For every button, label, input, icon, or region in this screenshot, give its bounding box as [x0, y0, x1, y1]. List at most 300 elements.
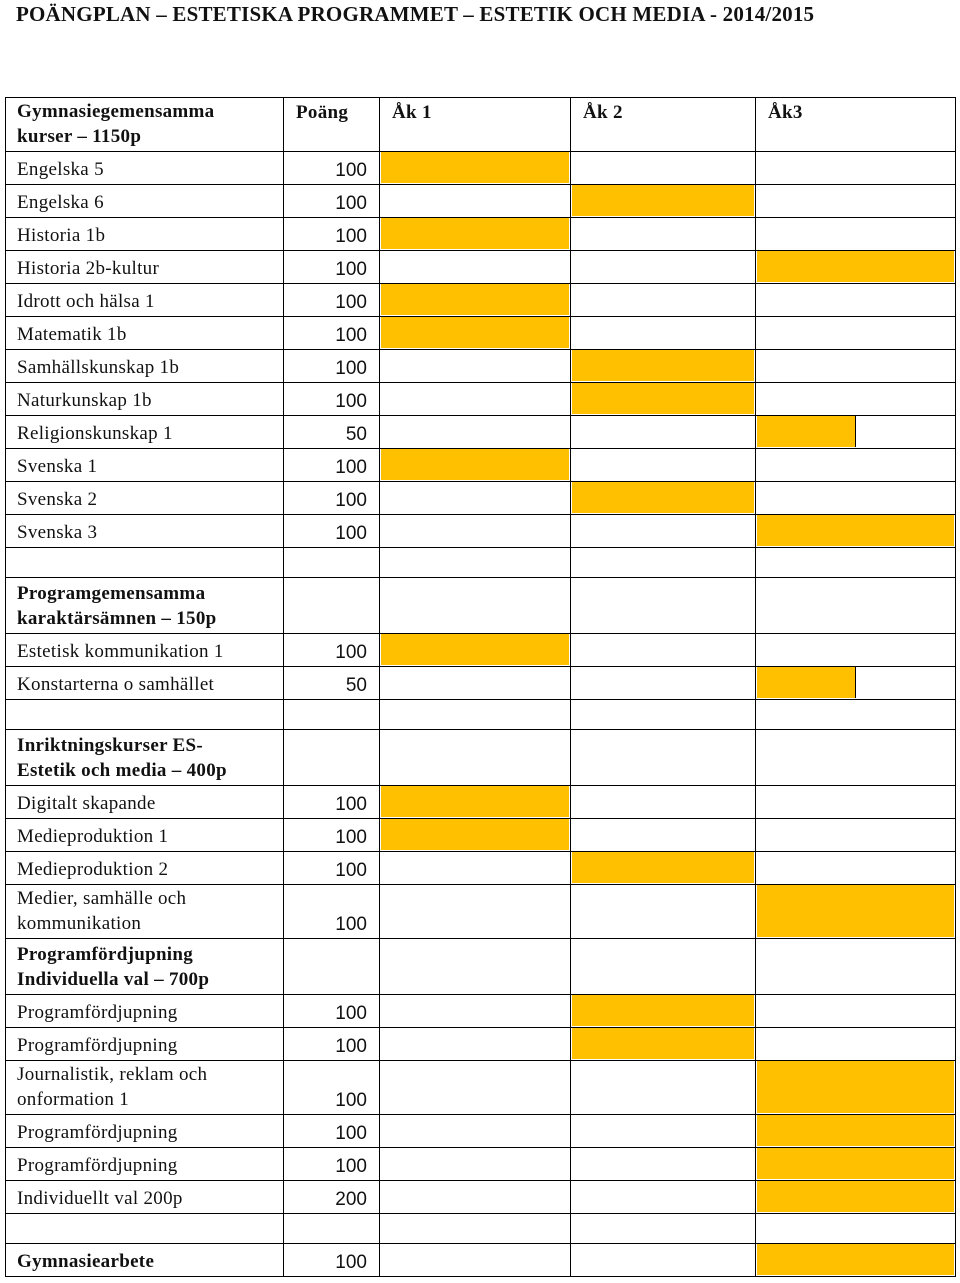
- points-cell: [283, 217, 379, 250]
- course-name: [17, 454, 97, 479]
- year1-cell: [379, 217, 570, 250]
- table-row: [5, 184, 956, 217]
- table-row: [5, 316, 956, 349]
- year1-cell: [379, 1243, 570, 1276]
- course-cell: [5, 666, 283, 699]
- year1-cell: [379, 1180, 570, 1213]
- spacer-row: [5, 699, 956, 729]
- section-title-line: Individuella val – 700p: [17, 969, 210, 990]
- course-cell: [5, 415, 283, 448]
- course-cell: [5, 884, 283, 938]
- year1-cell: [379, 1027, 570, 1060]
- course-name-line: Konstarterna o samhället: [17, 674, 215, 695]
- points-cell: [283, 577, 379, 633]
- year3-cell: [755, 1114, 956, 1147]
- year3-cell: [755, 448, 956, 481]
- column-header-points: Poäng: [296, 102, 349, 123]
- course-name-line: Programfördjupning: [17, 1002, 178, 1023]
- course-cell: [5, 514, 283, 547]
- course-points: 100: [335, 193, 367, 214]
- year2-cell: [570, 448, 755, 481]
- section-title-line: kurser – 1150p: [17, 126, 142, 147]
- table-row: [5, 415, 956, 448]
- course-cell: [5, 316, 283, 349]
- year-marker-fill: [572, 1028, 754, 1059]
- course-points: 200: [335, 1189, 367, 1210]
- year3-cell: [755, 481, 956, 514]
- year3-cell: [755, 851, 956, 884]
- year3-cell: [755, 1243, 956, 1276]
- section-header-row: [5, 938, 956, 994]
- year-marker-fill: [757, 885, 954, 937]
- course-cell: [5, 349, 283, 382]
- course-cell: [5, 1213, 283, 1243]
- year1-cell: [379, 1060, 570, 1114]
- course-name: [17, 256, 159, 281]
- course-name: [17, 857, 168, 882]
- page-title: POÄNGPLAN – ESTETISKA PROGRAMMET – ESTETIK OCH MEDIA - 2014/2015: [16, 2, 815, 26]
- course-name-line: Svenska 2: [17, 489, 98, 510]
- year3-cell: [755, 547, 956, 577]
- course-name-line: Gymnasiearbete: [17, 1251, 155, 1272]
- course-name-line: Naturkunskap 1b: [17, 390, 152, 411]
- year-marker-fill: [757, 515, 954, 546]
- year3-cell: [755, 349, 956, 382]
- course-points: 100: [335, 160, 367, 181]
- points-cell: [283, 884, 379, 938]
- year1-cell: [379, 851, 570, 884]
- course-points: 100: [335, 391, 367, 412]
- year3-cell: [755, 938, 956, 994]
- points-cell: [283, 994, 379, 1027]
- year1-cell: [379, 666, 570, 699]
- year-marker-fill: [381, 786, 569, 817]
- points-cell: [283, 316, 379, 349]
- table-row: [5, 884, 956, 938]
- year3-cell: [755, 785, 956, 818]
- course-points: 100: [335, 490, 367, 511]
- course-cell: [5, 151, 283, 184]
- year-marker-fill: [757, 1244, 954, 1275]
- table-row: [5, 151, 956, 184]
- course-name-line: Programfördjupning: [17, 1035, 178, 1056]
- year1-cell: [379, 151, 570, 184]
- course-cell: [5, 785, 283, 818]
- year3-cell: [755, 415, 956, 448]
- year1-cell: [379, 97, 570, 151]
- year-marker-fill: [381, 317, 569, 348]
- course-name: [17, 1186, 183, 1211]
- table-row: [5, 283, 956, 316]
- course-points: 50: [345, 424, 367, 445]
- table-row: [5, 785, 956, 818]
- course-name: [17, 1153, 178, 1178]
- course-points: 100: [335, 226, 367, 247]
- points-cell: [283, 729, 379, 785]
- year3-cell: [755, 217, 956, 250]
- table-row: [5, 1243, 956, 1276]
- year2-cell: [570, 729, 755, 785]
- table-row: [5, 1147, 956, 1180]
- year3-cell: [755, 633, 956, 666]
- section-title: [17, 99, 215, 149]
- course-cell: [5, 448, 283, 481]
- course-cell: [5, 1060, 283, 1114]
- course-cell: [5, 250, 283, 283]
- year-marker-fill: [757, 1061, 954, 1113]
- points-cell: [283, 151, 379, 184]
- course-name: [17, 289, 155, 314]
- year3-cell: [755, 994, 956, 1027]
- table-row: [5, 851, 956, 884]
- course-points: 100: [335, 860, 367, 881]
- table-row: [5, 382, 956, 415]
- points-cell: [283, 1114, 379, 1147]
- course-cell: [5, 184, 283, 217]
- year1-cell: [379, 994, 570, 1027]
- year3-cell: [755, 184, 956, 217]
- year2-cell: [570, 1243, 755, 1276]
- course-name-line: onformation 1: [17, 1089, 130, 1110]
- course-name: [17, 223, 105, 248]
- section-title: [17, 942, 209, 992]
- year2-cell: [570, 481, 755, 514]
- year1-cell: [379, 699, 570, 729]
- course-cell: [5, 699, 283, 729]
- year3-cell: [755, 577, 956, 633]
- year2-cell: [570, 851, 755, 884]
- table-row: [5, 514, 956, 547]
- course-name-line: Medieproduktion 1: [17, 826, 169, 847]
- year3-cell: [755, 382, 956, 415]
- year3-cell: [755, 1147, 956, 1180]
- year3-cell: [755, 1213, 956, 1243]
- course-cell: [5, 382, 283, 415]
- section-header-row: [5, 729, 956, 785]
- table-row: [5, 349, 956, 382]
- course-points: 100: [335, 1090, 367, 1111]
- table-row: [5, 1114, 956, 1147]
- year2-cell: [570, 316, 755, 349]
- course-name: [17, 190, 104, 215]
- points-cell: [283, 818, 379, 851]
- points-cell: [283, 633, 379, 666]
- course-cell: [5, 1147, 283, 1180]
- year-marker-fill: [572, 350, 754, 381]
- course-name: [17, 1062, 207, 1112]
- table-row: [5, 1027, 956, 1060]
- course-cell: [5, 1180, 283, 1213]
- year2-cell: [570, 1213, 755, 1243]
- course-cell: [5, 283, 283, 316]
- year1-cell: [379, 1114, 570, 1147]
- year2-cell: [570, 1147, 755, 1180]
- spacer-row: [5, 1213, 956, 1243]
- row-divider: [5, 1276, 956, 1277]
- year-marker-fill: [757, 667, 856, 698]
- course-name: [17, 1249, 154, 1274]
- year1-cell: [379, 1147, 570, 1180]
- year2-cell: [570, 699, 755, 729]
- course-points: 100: [335, 523, 367, 544]
- column-header-year1: Åk 1: [392, 102, 432, 123]
- table-row: [5, 481, 956, 514]
- points-cell: [283, 184, 379, 217]
- year2-cell: [570, 884, 755, 938]
- year3-cell: [755, 729, 956, 785]
- section-title-line: karaktärsämnen – 150p: [17, 608, 217, 629]
- course-cell: [5, 481, 283, 514]
- year1-cell: [379, 250, 570, 283]
- year-marker-fill: [572, 185, 754, 216]
- year-marker-fill: [572, 995, 754, 1026]
- points-cell: [283, 1180, 379, 1213]
- section-title: [17, 581, 216, 631]
- course-name-line: Digitalt skapande: [17, 793, 156, 814]
- points-cell: [283, 785, 379, 818]
- year1-cell: [379, 382, 570, 415]
- points-cell: [283, 666, 379, 699]
- course-name: [17, 639, 224, 664]
- year-marker-fill: [381, 449, 569, 480]
- section-title-line: Programfördjupning: [17, 944, 194, 965]
- points-cell: [283, 415, 379, 448]
- course-name: [17, 824, 168, 849]
- year2-cell: [570, 1027, 755, 1060]
- year3-cell: [755, 514, 956, 547]
- course-name-line: Svenska 1: [17, 456, 98, 477]
- column-header-year2: Åk 2: [583, 102, 623, 123]
- course-name: [17, 421, 173, 446]
- year1-cell: [379, 316, 570, 349]
- year1-cell: [379, 577, 570, 633]
- course-points: 100: [335, 827, 367, 848]
- year1-cell: [379, 729, 570, 785]
- year3-cell: [755, 818, 956, 851]
- year-marker-fill: [572, 482, 754, 513]
- course-name-line: Programfördjupning: [17, 1122, 178, 1143]
- year2-cell: [570, 938, 755, 994]
- year1-cell: [379, 547, 570, 577]
- year2-cell: [570, 1060, 755, 1114]
- course-name-line: Historia 2b-kultur: [17, 258, 160, 279]
- year1-cell: [379, 415, 570, 448]
- course-name: [17, 672, 214, 697]
- year1-cell: [379, 785, 570, 818]
- course-points: 100: [335, 1003, 367, 1024]
- year2-cell: [570, 818, 755, 851]
- course-name-line: kommunikation: [17, 913, 142, 934]
- year1-cell: [379, 283, 570, 316]
- section-title: [17, 733, 227, 783]
- course-name-line: Medieproduktion 2: [17, 859, 169, 880]
- year2-cell: [570, 666, 755, 699]
- year3-cell: [755, 884, 956, 938]
- year1-cell: [379, 818, 570, 851]
- points-cell: [283, 1213, 379, 1243]
- year-marker-fill: [572, 852, 754, 883]
- year2-cell: [570, 577, 755, 633]
- points-cell: [283, 699, 379, 729]
- year2-cell: [570, 994, 755, 1027]
- points-cell: [283, 1243, 379, 1276]
- year1-cell: [379, 938, 570, 994]
- year-marker-fill: [572, 383, 754, 414]
- year1-cell: [379, 184, 570, 217]
- year2-cell: [570, 97, 755, 151]
- year2-cell: [570, 514, 755, 547]
- points-cell: [283, 1060, 379, 1114]
- year-marker-fill: [381, 152, 569, 183]
- year2-cell: [570, 785, 755, 818]
- points-cell: [283, 283, 379, 316]
- year2-cell: [570, 633, 755, 666]
- course-cell: [5, 729, 283, 785]
- year2-cell: [570, 1114, 755, 1147]
- course-name-line: Svenska 3: [17, 522, 98, 543]
- year2-cell: [570, 382, 755, 415]
- course-cell: [5, 1114, 283, 1147]
- course-name-line: Individuellt val 200p: [17, 1188, 183, 1209]
- course-points: 100: [335, 1252, 367, 1273]
- points-cell: [283, 97, 379, 151]
- year2-cell: [570, 217, 755, 250]
- course-points: 100: [335, 457, 367, 478]
- year3-cell: [755, 1180, 956, 1213]
- course-name-line: Programfördjupning: [17, 1155, 178, 1176]
- year1-cell: [379, 884, 570, 938]
- year3-cell: [755, 1060, 956, 1114]
- course-cell: [5, 217, 283, 250]
- table-row: [5, 1180, 956, 1213]
- year3-cell: [755, 250, 956, 283]
- table-row: [5, 448, 956, 481]
- table-row: [5, 250, 956, 283]
- year2-cell: [570, 1180, 755, 1213]
- course-name: [17, 1033, 178, 1058]
- course-points: 100: [335, 1123, 367, 1144]
- year1-cell: [379, 633, 570, 666]
- section-title-line: Programgemensamma: [17, 583, 206, 604]
- year-marker-fill: [381, 819, 569, 850]
- course-points: 100: [335, 292, 367, 313]
- points-cell: [283, 481, 379, 514]
- table-row: [5, 818, 956, 851]
- points-cell: [283, 851, 379, 884]
- year3-cell: [755, 97, 956, 151]
- section-title-line: Estetik och media – 400p: [17, 760, 227, 781]
- course-name: [17, 1120, 178, 1145]
- course-points: 100: [335, 1036, 367, 1057]
- section-header-row: [5, 97, 956, 151]
- course-name: [17, 388, 152, 413]
- year2-cell: [570, 250, 755, 283]
- course-name-line: Estetisk kommunikation 1: [17, 641, 224, 662]
- course-name-line: Historia 1b: [17, 225, 106, 246]
- course-name: [17, 157, 104, 182]
- column-header-year3: Åk3: [768, 102, 803, 123]
- year3-cell: [755, 699, 956, 729]
- points-cell: [283, 382, 379, 415]
- points-cell: [283, 547, 379, 577]
- course-points: 100: [335, 259, 367, 280]
- course-name-line: Engelska 5: [17, 159, 104, 180]
- course-name-line: Engelska 6: [17, 192, 104, 213]
- course-cell: [5, 1243, 283, 1276]
- year2-cell: [570, 349, 755, 382]
- course-points: 100: [335, 642, 367, 663]
- year-marker-fill: [757, 1115, 954, 1146]
- spacer-row: [5, 547, 956, 577]
- course-name: [17, 322, 127, 347]
- course-cell: [5, 1027, 283, 1060]
- course-points: 100: [335, 794, 367, 815]
- section-header-row: [5, 577, 956, 633]
- points-cell: [283, 1027, 379, 1060]
- course-name: [17, 886, 186, 936]
- table-row: [5, 1060, 956, 1114]
- year2-cell: [570, 415, 755, 448]
- points-cell: [283, 938, 379, 994]
- course-name-line: Idrott och hälsa 1: [17, 291, 155, 312]
- course-cell: [5, 938, 283, 994]
- course-name-line: Samhällskunskap 1b: [17, 357, 180, 378]
- year1-cell: [379, 1213, 570, 1243]
- course-cell: [5, 994, 283, 1027]
- table-row: [5, 633, 956, 666]
- points-cell: [283, 1147, 379, 1180]
- points-cell: [283, 514, 379, 547]
- year3-cell: [755, 316, 956, 349]
- course-name-line: Matematik 1b: [17, 324, 127, 345]
- course-cell: [5, 97, 283, 151]
- year2-cell: [570, 547, 755, 577]
- year-marker-fill: [757, 1148, 954, 1179]
- year-marker-fill: [381, 284, 569, 315]
- year-marker-fill: [757, 416, 856, 447]
- course-points: 100: [335, 914, 367, 935]
- course-cell: [5, 577, 283, 633]
- table-row: [5, 666, 956, 699]
- table-row: [5, 217, 956, 250]
- year2-cell: [570, 283, 755, 316]
- year3-cell: [755, 666, 956, 699]
- year1-cell: [379, 349, 570, 382]
- year2-cell: [570, 184, 755, 217]
- year1-cell: [379, 514, 570, 547]
- course-cell: [5, 547, 283, 577]
- course-points: 100: [335, 325, 367, 346]
- section-title-line: Inriktningskurser ES-: [17, 735, 203, 756]
- course-name-line: Religionskunskap 1: [17, 423, 173, 444]
- year-marker-fill: [381, 218, 569, 249]
- course-points: 100: [335, 358, 367, 379]
- year1-cell: [379, 448, 570, 481]
- course-cell: [5, 851, 283, 884]
- course-name: [17, 520, 97, 545]
- course-cell: [5, 633, 283, 666]
- course-name-line: Medier, samhälle och: [17, 888, 187, 909]
- course-points: 100: [335, 1156, 367, 1177]
- year3-cell: [755, 1027, 956, 1060]
- section-title-line: Gymnasiegemensamma: [17, 101, 215, 122]
- table-row: [5, 994, 956, 1027]
- year-marker-fill: [757, 1181, 954, 1212]
- year2-cell: [570, 151, 755, 184]
- course-cell: [5, 818, 283, 851]
- course-name: [17, 1000, 178, 1025]
- course-name: [17, 791, 156, 816]
